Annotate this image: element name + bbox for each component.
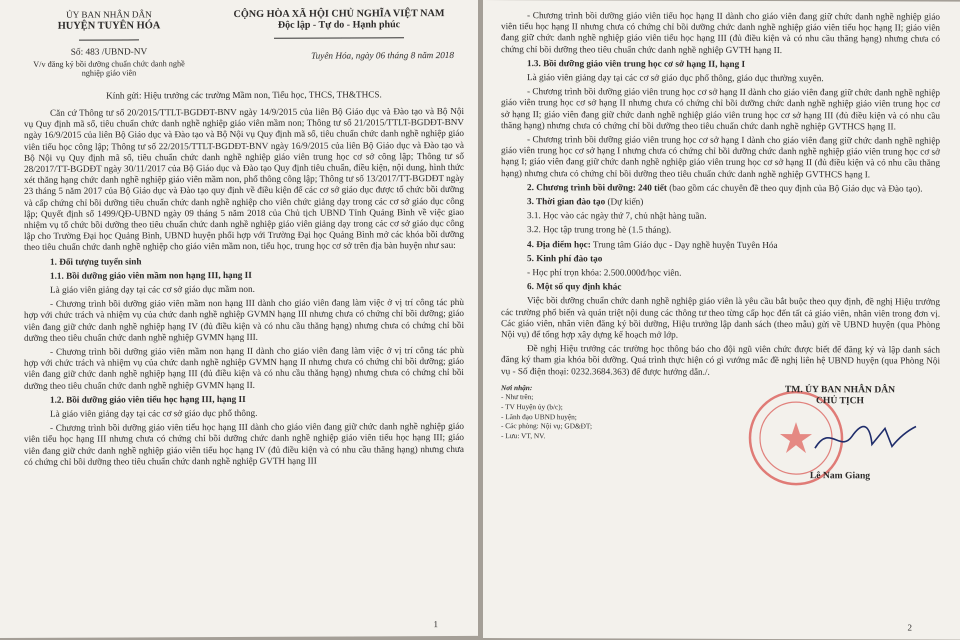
- national-header: [214, 8, 464, 78]
- page-header: [24, 8, 464, 79]
- section-heading: 2. Chương trình bồi dưỡng: 240 tiết: [527, 181, 667, 193]
- signature-block: [740, 384, 940, 482]
- paragraph: Là giáo viên giảng dạy tại các cơ sở giáo dục mầm non.: [50, 283, 255, 295]
- section-heading: 4. Địa điểm học:: [527, 238, 591, 250]
- paragraph: Đề nghị Hiệu trưởng các trường học thông báo cho đội ngũ viên chức được biết để đăng ký và lập danh sách đăng ký tham gia khóa bồi dưỡng. Quá trình thực hiện có gì vướng mắc đề nghị liên hệ UBND huyện (qua Phòng Nội vụ - Số điện thoại: 0232.3684.363) để được hướng dẫn./.: [501, 343, 940, 377]
- paragraph: - Chương trình bồi dưỡng giáo viên tiểu học hạng II dành cho giáo viên đang giữ chức danh nghề nghiệp giáo viên tiểu học hạng II nhưng chưa có chứng chỉ bồi dưỡng chức danh nghề nghiệp giáo viên tiểu học hạng II; giáo viên đang giữ chức danh nghề nghiệp giáo viên tiểu học hạng III (đủ điều kiện và có nhu cầu thăng hạng) nhưng chưa có chứng chỉ bồi dưỡng theo tiêu chuẩn chức danh nghề nghiệp GVTH hạng II.: [501, 10, 940, 55]
- paragraph: - Chương trình bồi dưỡng giáo viên tiểu học hạng III dành cho giáo viên đang giữ chức danh nghề nghiệp giáo viên tiểu học hạng III nhưng chưa có chứng chỉ bồi dưỡng chức danh nghề nghiệp giáo viên tiểu học hạng III; giáo viên đang giữ chức danh nghề nghiệp giáo viên tiểu học hạng IV (đủ điều kiện và có nhu cầu thăng hạng) nhưng chưa có chứng chỉ bồi dưỡng theo tiêu chuẩn chức danh nghề nghiệp GVTH hạng III: [24, 421, 464, 467]
- recipient-item: - Các phòng: Nội vụ; GD&ĐT;: [501, 421, 593, 431]
- section-text: (bao gồm các chuyên đề theo quy định của Bộ Giáo dục và Đào tạo).: [666, 182, 923, 194]
- section-4: [501, 239, 940, 252]
- page-number: 1: [433, 618, 438, 629]
- paragraph: Là giáo viên giảng dạy tại các cơ sở giáo dục phổ thông.: [50, 407, 258, 419]
- divider: [274, 38, 404, 40]
- paragraph: Là giáo viên giảng dạy tại các cơ sở giáo dục phổ thông, giáo dục thường xuyên.: [527, 72, 824, 84]
- signer-title: CHỦ TỊCH: [815, 395, 865, 407]
- section-2: [501, 182, 940, 195]
- section-heading: 1. Đối tượng tuyển sinh: [50, 256, 142, 267]
- subsection-heading: 1.1. Bồi dưỡng giáo viên mầm non hạng III, hạng II: [50, 269, 252, 281]
- issuer-line-2: HUYỆN TUYÊN HÓA: [57, 20, 161, 32]
- list-item: 3.1. Học vào các ngày thứ 7, chủ nhật hàng tuần.: [527, 210, 707, 222]
- section-text: (Dự kiến): [605, 196, 644, 207]
- section-heading: 6. Một số quy định khác: [527, 281, 622, 292]
- document-subject: V/v đăng ký bồi dưỡng chuẩn chức danh nghề nghiệp giáo viên: [33, 58, 185, 78]
- signer-name: Lê Nam Giang: [809, 470, 871, 482]
- issuer-block: [24, 9, 194, 79]
- national-motto: Độc lập - Tự do - Hạnh phúc: [277, 19, 401, 31]
- paragraph: - Chương trình bồi dưỡng giáo viên mầm non hạng III dành cho giáo viên đang làm việc ở vị trí công tác phù hợp với chức trách và nhiệm vụ của chức danh nghề nghiệp GVMN hạng III nhưng chưa có chứng chỉ bồi dưỡng; giáo viên đang giữ chức danh nghề nghiệp hạng IV (đủ điều kiện và có nhu cầu thăng hạng) nhưng chưa có chứng chỉ bồi dưỡng theo tiêu chuẩn chức danh nghề nghiệp GVMN hạng III.: [24, 297, 464, 343]
- nation-title: CỘNG HÒA XÃ HỘI CHỦ NGHĨA VIỆT NAM: [233, 8, 445, 20]
- document-number: Số: 483 /UBND-NV: [70, 47, 148, 59]
- subsection-heading: 1.2. Bồi dưỡng giáo viên tiểu học hạng III, hạng II: [50, 393, 246, 405]
- divider: [79, 40, 139, 41]
- signer-org: TM. ỦY BAN NHÂN DÂN: [784, 383, 896, 396]
- subsection-heading: 1.3. Bồi dưỡng giáo viên trung học cơ sở hạng II, hạng I: [527, 57, 746, 69]
- recipient-line: Kính gửi: Hiệu trưởng các trường Mầm non, Tiểu học, THCS, TH&THCS.: [106, 89, 382, 101]
- list-item: 3.2. Học tập trung trong hè (1.5 tháng).: [527, 224, 672, 236]
- page-number: 2: [907, 622, 912, 633]
- section-3: [501, 196, 940, 209]
- signature-area: [501, 383, 940, 482]
- paragraph: - Chương trình bồi dưỡng giáo viên mầm non hạng II dành cho giáo viên đang làm việc ở vị trí công tác phù hợp với chức trách và nhiệm vụ của chức danh nghề nghiệp GVMN hạng II nhưng chưa có chứng chỉ bồi dưỡng; giáo viên đang giữ chức danh nghề nghiệp hạng III (đủ điều kiện và có nhu cầu thăng hạng) nhưng chưa có chứng chỉ bồi dưỡng theo tiêu chuẩn chức danh nghề nghiệp GVMN hạng II.: [24, 345, 464, 391]
- paragraph: - Chương trình bồi dưỡng giáo viên trung học cơ sở hạng I dành cho giáo viên đang giữ chức danh nghề nghiệp giáo viên trung học cơ sở hạng I nhưng chưa có chứng chỉ bồi dưỡng chức danh nghề nghiệp giáo viên trung học cơ sở hạng I; giáo viên đang giữ chức danh nghề nghiệp giáo viên trung học cơ sở hạng II (đủ điều kiện và có nhu cầu thăng hạng) nhưng chưa có chứng chỉ bồi dưỡng theo tiêu chuẩn chức danh nghề nghiệp GVTHCS hạng I.: [501, 134, 940, 179]
- paragraph: - Học phí trọn khóa: 2.500.000đ/học viên.: [527, 267, 682, 278]
- issuer-line-1: ỦY BAN NHÂN DÂN: [66, 9, 152, 20]
- section-heading: 3. Thời gian đào tạo: [527, 196, 606, 207]
- section-heading: 5. Kinh phí đào tạo: [527, 253, 603, 264]
- recipient-item: - TV Huyện ủy (b/c);: [501, 402, 563, 412]
- recipient-item: - Lưu: VT, NV.: [501, 430, 546, 441]
- document-date: Tuyên Hóa, ngày 06 tháng 8 năm 2018: [311, 49, 454, 61]
- signature-icon: [810, 418, 920, 458]
- intro-paragraph: Căn cứ Thông tư số 20/2015/TTLT-BGDĐT-BNV ngày 14/9/2015 của liên Bộ Giáo dục và Đào tạo và Bộ Nội vụ Quy định mã số, tiêu chuẩn chức danh nghề nghiệp giáo viên mầm non; Thông tư số 21/2015/TTLT-BGDĐT-BNV ngày 16/9/2015 của liên Bộ Giáo dục và Đào tạo và Bộ Nội vụ Quy định mã số, tiêu chuẩn chức danh nghề nghiệp giáo viên tiểu học công lập; Thông tư số 22/2015/TTLT-BGDĐT-BNV ngày 16/9/2015 của liên Bộ Giáo dục và Đào tạo và Bộ Nội vụ Quy định mã số, tiêu chuẩn chức danh nghề nghiệp giáo viên trung học cơ sở công lập; Thông tư số 28/2017/TT-BGDĐT ngày 30/11/2017 của Bộ Giáo dục và Đào tạo Quy định tiêu chuẩn, điều kiện, nội dung, hình thức xét thăng hạng chức danh nghề nghiệp giáo viên mầm non, phổ thông công lập; Thông tư số 13/2017/TT-BGDĐT ngày 23 tháng 5 năm 2017 của Bộ Giáo dục và Đào tạo quy định về điều kiện để các cơ sở giáo dục được tổ chức bồi dưỡng và cấp chứng chỉ bồi dưỡng tiêu chuẩn chức danh nghề nghiệp cho viên chức giảng dạy trong các cơ sở giáo dục công lập; Quyết định số 1499/QĐ-UBND ngày 09 tháng 5 năm 2018 của Chủ tịch UBND Tỉnh Quảng Bình về việc giao nhiệm vụ tổ chức bồi dưỡng theo tiêu chuẩn chức danh nghề nghiệp giáo viên giảng dạy trong các cơ sở giáo dục công lập cho Trường Đại học Quảng Bình, UBND huyện phối hợp với Trường Đại học Quảng Bình mở các khóa bồi dưỡng theo tiêu chuẩn chức danh nghề nghiệp cho giáo viên mầm non, tiểu học, trung học cơ sở trên địa bàn huyện như sau:: [24, 105, 465, 253]
- recipients-title: Nơi nhận:: [501, 382, 533, 393]
- document-page-1: [0, 0, 478, 638]
- paragraph: - Chương trình bồi dưỡng giáo viên trung học cơ sở hạng II dành cho giáo viên đang giữ chức danh nghề nghiệp giáo viên trung học cơ sở hạng II nhưng chưa có chứng chỉ bồi dưỡng chức danh nghề nghiệp giáo viên trung học cơ sở hạng II; giáo viên đang giữ chức danh nghề nghiệp giáo viên trung học cơ sở hạng III (đủ điều kiện và có nhu cầu thăng hạng) nhưng chưa có chứng chỉ bồi dưỡng theo tiêu chuẩn chức danh nghề nghiệp GVTHCS hạng II.: [501, 86, 940, 132]
- document-page-2: [483, 0, 960, 640]
- paragraph: Việc bồi dưỡng chuẩn chức danh nghề nghiệp giáo viên là yêu cầu bắt buộc theo quy định, đề nghị Hiệu trưởng các trường phổ biến và quán triệt nội dung các thông tư theo từng cấp học đến tất cả giáo viên, nhân viên trong đơn vị. Các giáo viên, nhân viên đăng ký bồi dưỡng, Hiệu trưởng lập danh sách (theo mẫu) gửi về UBND huyện (qua Phòng Nội vụ) để tổng hợp xây dựng kế hoạch mở lớp.: [501, 295, 940, 340]
- recipient-item: - Như trên;: [501, 392, 534, 402]
- recipient-item: - Lãnh đạo UBND huyện;: [501, 411, 577, 421]
- recipients-list: [501, 383, 681, 481]
- section-text: Trung tâm Giáo dục - Dạy nghề huyện Tuyên Hóa: [590, 239, 778, 250]
